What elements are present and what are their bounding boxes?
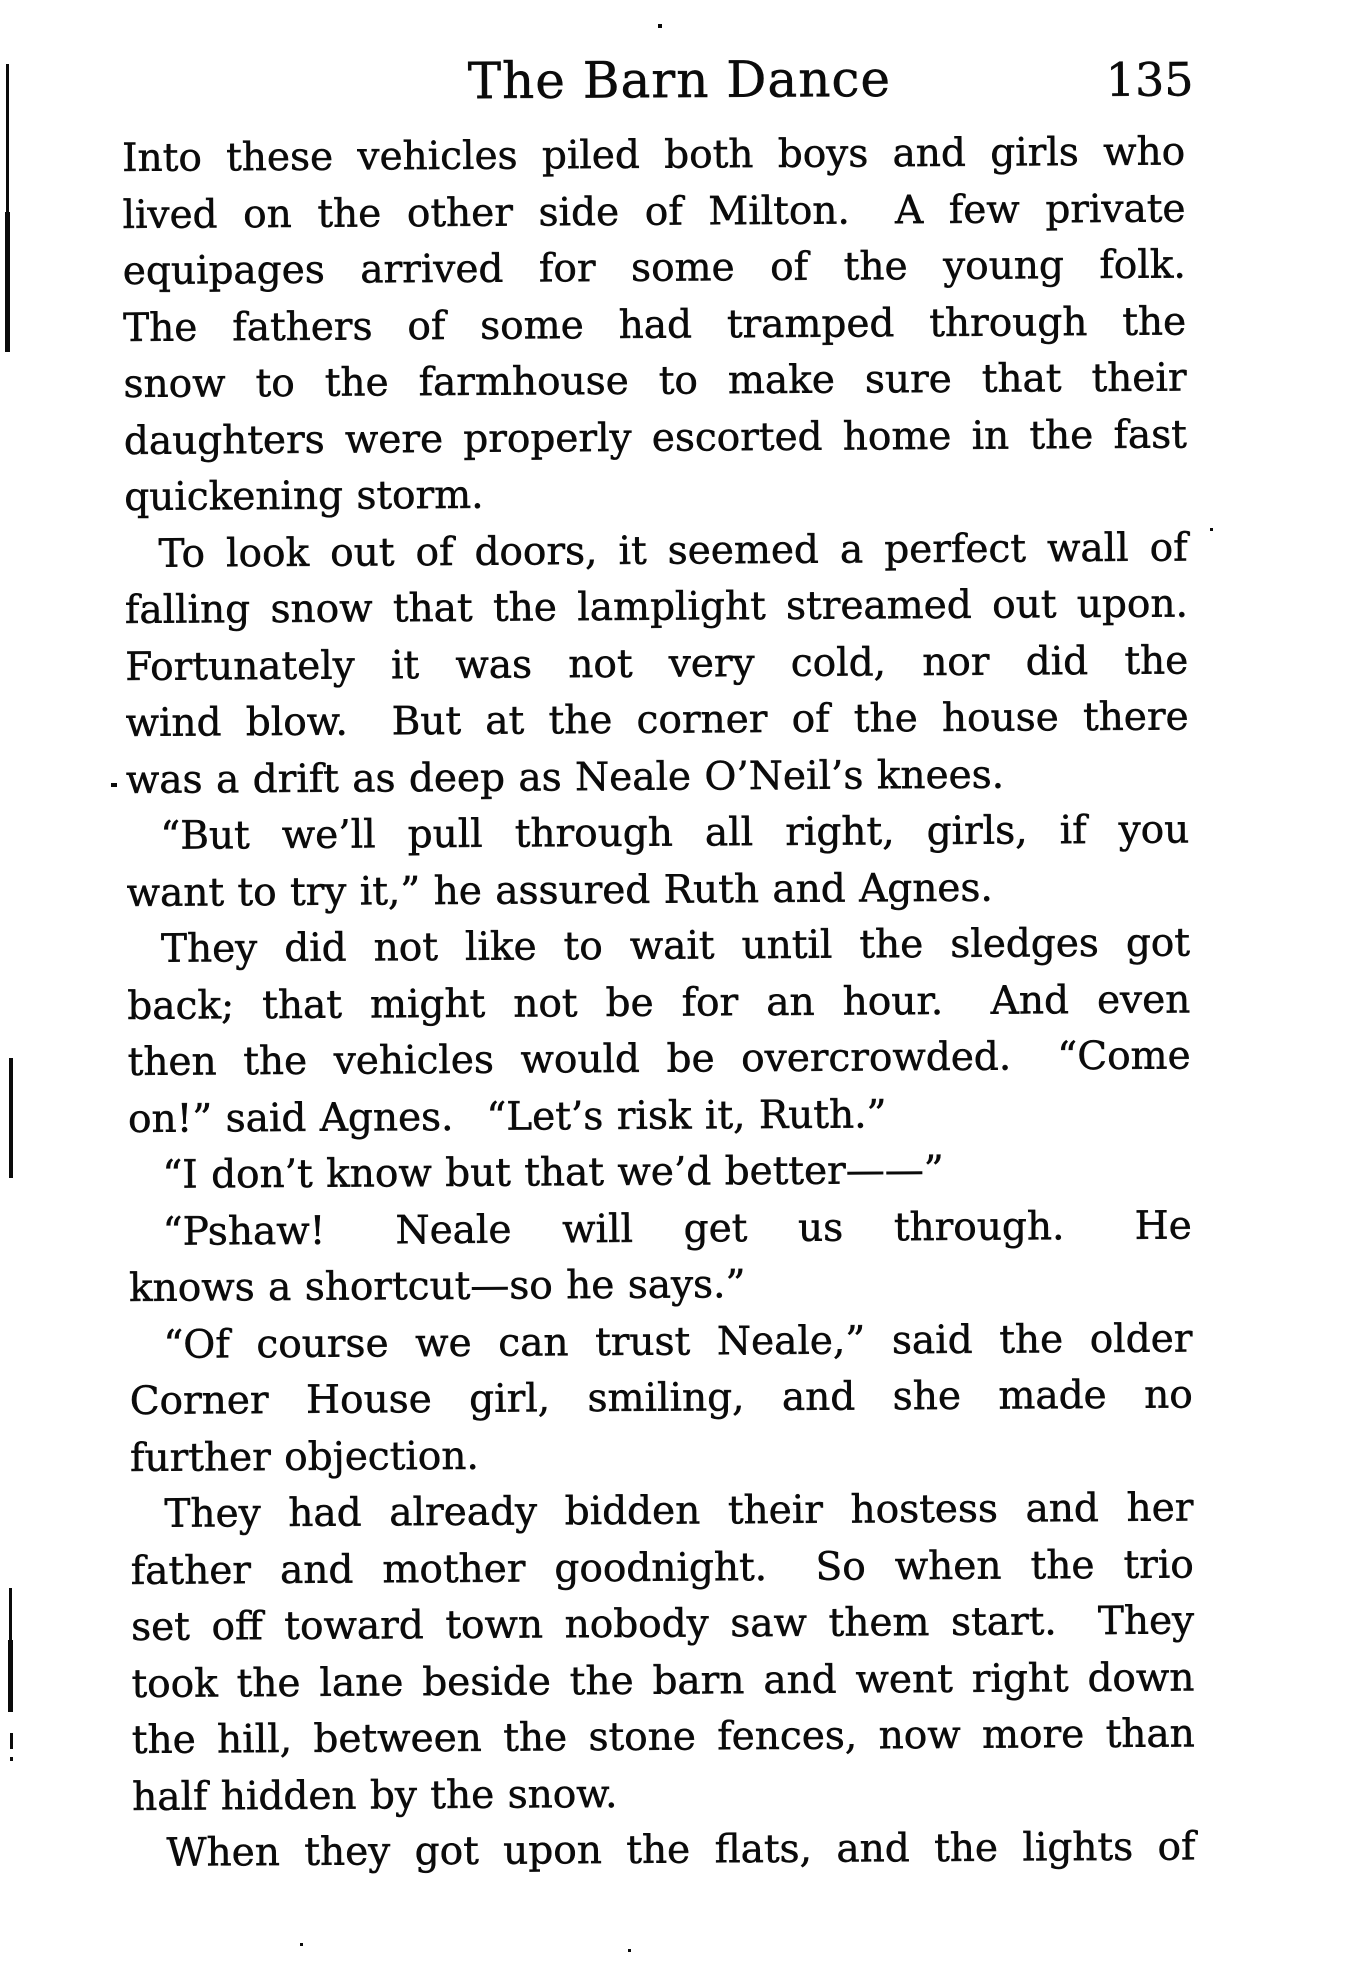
chapter-title: The Barn Dance <box>467 49 892 111</box>
text-line: To look out of doors, it seemed a perfect wall of <box>158 524 1188 577</box>
scan-artifact <box>9 1058 13 1178</box>
text-line: snow to the farmhouse to make sure that their <box>123 355 1187 407</box>
text-line: want to try it,” he assured Ruth and Agnes. <box>126 865 993 916</box>
text-line: Corner House girl, smiling, and she made no <box>129 1372 1193 1424</box>
text-line: “Pshaw! Neale will get us through. He <box>162 1202 1192 1255</box>
scan-artifact <box>111 783 117 787</box>
text-line: further objection. <box>129 1433 479 1481</box>
text-line: The fathers of some had tramped through the <box>123 299 1187 351</box>
text-line: then the vehicles would be overcrowded. “Come <box>127 1033 1191 1085</box>
text-line: half hidden by the snow. <box>132 1771 618 1820</box>
scan-artifact <box>628 1949 631 1952</box>
scan-artifact <box>10 1757 13 1761</box>
text-line: wind blow. But at the corner of the house there <box>125 694 1189 746</box>
text-line: the hill, between the stone fences, now more than <box>131 1711 1195 1763</box>
text-line: “I don’t know but that we’d better——” <box>162 1148 944 1198</box>
text-line: equipages arrived for some of the young folk. <box>122 242 1186 294</box>
text-line: “But we’ll pull through all right, girls, if you <box>160 807 1190 859</box>
text-line: set off toward town nobody saw them start. They <box>131 1598 1195 1650</box>
text-line: father and mother goodnight. So when the trio <box>130 1541 1194 1594</box>
text-line: back; that might not be for an hour. And even <box>127 976 1191 1029</box>
text-line: on!” said Agnes. “Let’s risk it, Ruth.” <box>127 1091 887 1142</box>
text-line: They did not like to wait until the sledges got <box>160 920 1191 972</box>
text-line: falling snow that the lamplight streamed out upon. <box>124 581 1189 633</box>
page-number: 135 <box>1105 52 1194 107</box>
text-line: lived on the other side of Milton. A few private <box>122 186 1186 238</box>
scan-artifact <box>10 1733 13 1749</box>
text-line: took the lane beside the barn and went right down <box>131 1654 1195 1707</box>
text-line: was a drift as deep as Neale O’Neil’s knees. <box>125 752 1005 803</box>
text-line: knows a shortcut—so he says.” <box>128 1262 746 1311</box>
scan-artifact <box>5 212 10 352</box>
text-line: quickening storm. <box>124 472 484 520</box>
scan-artifact <box>8 1640 13 1712</box>
text-line: Fortunately it was not very cold, nor did the <box>125 637 1189 690</box>
scan-artifact <box>300 1943 303 1946</box>
body-text <box>122 125 1196 1883</box>
text-line: When they got upon the flats, and the lights of <box>166 1824 1196 1876</box>
text-line: Into these vehicles piled both boys and girls who <box>122 129 1186 181</box>
text-line: daughters were properly escorted home in the fast <box>123 412 1188 464</box>
text-line: They had already bidden their hostess and her <box>164 1485 1194 1537</box>
running-head <box>0 0 1358 131</box>
scan-artifact <box>1210 528 1213 531</box>
scan-artifact <box>658 24 662 28</box>
text-line: “Of course we can trust Neale,” said the older <box>163 1315 1193 1368</box>
